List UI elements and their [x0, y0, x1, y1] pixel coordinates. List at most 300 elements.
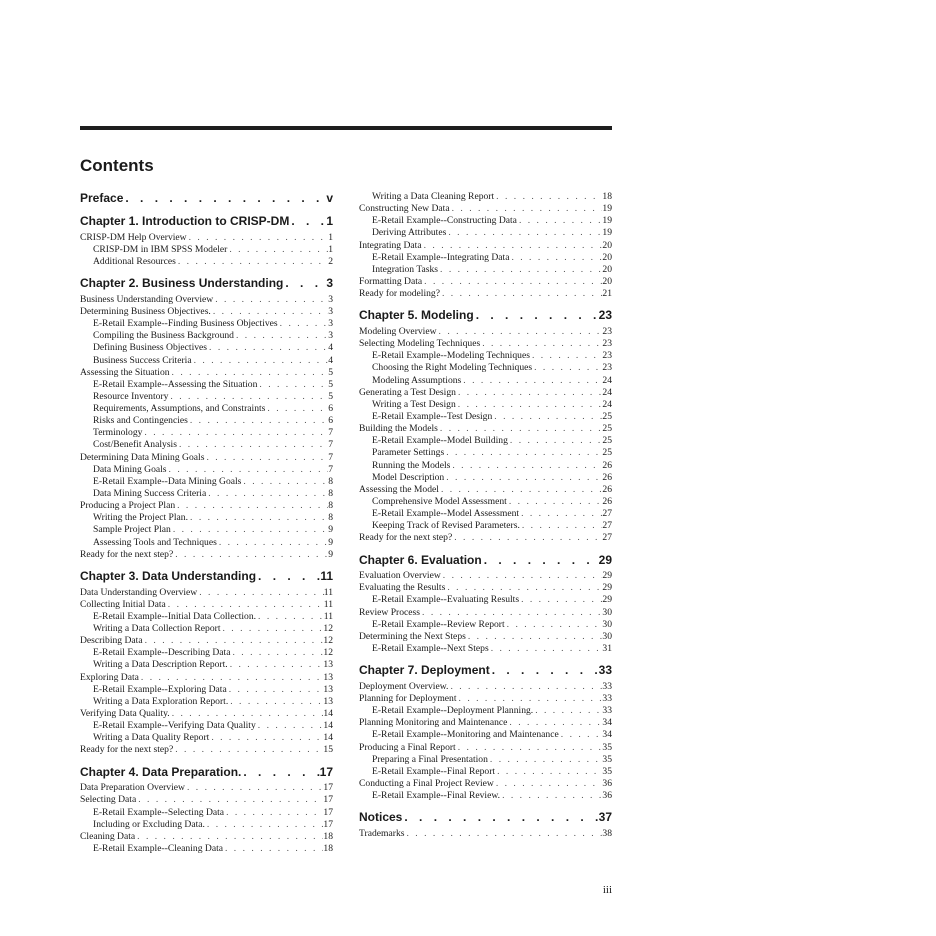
toc-entry-page: 17 — [323, 818, 333, 830]
toc-entry-page: 30 — [602, 630, 612, 642]
toc-entry-page: 35 — [602, 753, 612, 765]
toc-entry-title: Cost/Benefit Analysis — [93, 439, 177, 451]
toc-entry[interactable] — [359, 276, 612, 288]
toc-entry[interactable] — [359, 631, 612, 643]
toc-entry-title: Selecting Data — [80, 794, 137, 806]
dot-leader — [466, 631, 603, 643]
dot-leader — [136, 794, 323, 806]
dot-leader — [559, 729, 603, 741]
toc-entry-title: Trademarks — [359, 827, 405, 839]
toc-entry-title: Assessing the Situation — [80, 366, 170, 378]
toc-entry-title: Writing a Data Exploration Report. — [93, 695, 229, 707]
toc-entry[interactable] — [80, 549, 333, 561]
toc-entry-title: Producing a Final Report — [359, 741, 456, 753]
toc-entry[interactable] — [80, 647, 333, 659]
toc-entry-page: 5 — [328, 366, 333, 378]
toc-entry[interactable] — [359, 496, 612, 508]
toc-entry-page: 7 — [328, 451, 333, 463]
toc-chapter-entry[interactable] — [359, 553, 612, 568]
toc-entry-page: 11 — [320, 569, 333, 584]
toc-entry-title: E-Retail Example--Modeling Techniques — [372, 350, 530, 362]
toc-entry-title: Chapter 2. Business Understanding — [80, 276, 284, 291]
toc-entry[interactable] — [359, 520, 612, 532]
dot-leader — [444, 472, 602, 484]
dot-leader — [207, 342, 328, 354]
toc-entry-title: E-Retail Example--Assessing the Situation — [93, 378, 258, 390]
toc-entry-page: 37 — [598, 810, 612, 825]
toc-entry[interactable] — [80, 708, 333, 720]
toc-entry[interactable] — [80, 782, 333, 794]
dot-leader — [456, 742, 603, 754]
dot-leader — [438, 423, 603, 435]
toc-entry[interactable] — [359, 411, 612, 423]
toc-entry-page: 36 — [602, 777, 612, 789]
toc-entry[interactable] — [80, 659, 333, 671]
toc-entry[interactable] — [80, 512, 333, 524]
dot-leader — [256, 569, 320, 584]
dot-leader — [170, 708, 324, 720]
toc-entry[interactable] — [359, 828, 612, 840]
toc-entry-title: E-Retail Example--Next Steps — [372, 643, 489, 655]
toc-entry[interactable] — [80, 807, 333, 819]
toc-chapter-entry[interactable] — [80, 569, 333, 584]
toc-entry-page: 13 — [323, 659, 333, 671]
dot-leader — [488, 754, 603, 766]
dot-leader — [209, 732, 323, 744]
toc-entry[interactable] — [80, 244, 333, 256]
toc-entry-page: 11 — [323, 610, 333, 622]
dot-leader — [185, 782, 323, 794]
toc-entry[interactable] — [359, 705, 612, 717]
toc-entry-page: 35 — [602, 765, 612, 777]
page-title: Contents — [80, 156, 154, 175]
page-number: iii — [602, 884, 612, 896]
toc-entry[interactable] — [359, 570, 612, 582]
toc-chapter-entry[interactable] — [80, 214, 333, 229]
toc-entry-page: 29 — [602, 570, 612, 582]
toc-entry-title: Planning for Deployment — [359, 692, 457, 704]
dot-leader — [446, 227, 602, 239]
toc-entry-title: E-Retail Example--Selecting Data — [93, 806, 225, 818]
toc-entry-title: E-Retail Example--Data Mining Goals — [93, 475, 242, 487]
toc-entry[interactable] — [80, 819, 333, 831]
toc-entry-page: 13 — [323, 671, 333, 683]
toc-entry-title: Determining Business Objectives. — [80, 305, 211, 317]
dot-leader — [452, 532, 602, 544]
toc-entry-page: 18 — [323, 830, 333, 842]
toc-entry[interactable] — [359, 582, 612, 594]
toc-entry[interactable] — [80, 524, 333, 536]
toc-entry-page: 26 — [602, 471, 612, 483]
toc-entry[interactable] — [80, 367, 333, 379]
dot-leader — [213, 294, 328, 306]
toc-entry-page: 24 — [602, 398, 612, 410]
toc-entry[interactable] — [80, 427, 333, 439]
dot-leader — [170, 367, 329, 379]
toc-entry-title: Integrating Data — [359, 239, 422, 251]
toc-entry[interactable] — [359, 288, 612, 300]
toc-entry[interactable] — [80, 611, 333, 623]
dot-leader — [489, 643, 603, 655]
toc-entry-title: Writing a Data Description Report. — [93, 659, 228, 671]
toc-entry-title: E-Retail Example--Final Review. — [372, 790, 501, 802]
toc-entry[interactable] — [80, 732, 333, 744]
toc-entry-page: 5 — [328, 390, 333, 402]
toc-entry-title: Ready for the next step? — [80, 548, 174, 560]
dot-leader — [480, 338, 602, 350]
toc-entry[interactable] — [80, 537, 333, 549]
toc-entry[interactable] — [359, 387, 612, 399]
dot-leader — [142, 427, 328, 439]
toc-entry[interactable] — [359, 423, 612, 435]
toc-entry-title: E-Retail Example--Exploring Data — [93, 683, 227, 695]
toc-entry[interactable] — [80, 843, 333, 855]
toc-entry[interactable] — [359, 619, 612, 631]
dot-leader — [168, 391, 328, 403]
toc-entry[interactable] — [359, 607, 612, 619]
toc-entry-title: E-Retail Example--Model Building — [372, 435, 508, 447]
toc-entry-page: 26 — [602, 459, 612, 471]
toc-entry-page: 24 — [602, 386, 612, 398]
dot-leader — [171, 524, 328, 536]
toc-entry[interactable] — [80, 476, 333, 488]
toc-entry[interactable] — [80, 464, 333, 476]
dot-leader — [135, 831, 323, 843]
dot-leader — [532, 362, 602, 374]
toc-entry-page: 15 — [323, 744, 333, 756]
toc-entry-title: Building the Models — [359, 423, 438, 435]
dot-leader — [533, 705, 602, 717]
toc-entry-page: 3 — [328, 293, 333, 305]
toc-entry-page: 2 — [328, 255, 333, 267]
toc-entry[interactable] — [359, 338, 612, 350]
toc-entry[interactable] — [80, 330, 333, 342]
toc-entry[interactable] — [359, 362, 612, 374]
dot-leader — [474, 308, 599, 323]
toc-entry[interactable] — [359, 643, 612, 655]
dot-leader — [457, 693, 603, 705]
toc-entry-page: 25 — [602, 423, 612, 435]
toc-entry-title: Writing a Test Design — [372, 398, 456, 410]
toc-entry-title: Deployment Overview. — [359, 680, 449, 692]
toc-entry-page: 12 — [323, 623, 333, 634]
toc-entry-title: Additional Resources — [93, 255, 176, 267]
toc-entry[interactable] — [80, 256, 333, 268]
toc-entry[interactable] — [359, 240, 612, 252]
dot-leader — [143, 635, 324, 647]
toc-entry[interactable] — [80, 587, 333, 599]
toc-entry-page: 35 — [602, 741, 612, 753]
toc-entry-page: 33 — [602, 692, 612, 704]
dot-leader — [265, 403, 328, 415]
toc-entry[interactable] — [80, 403, 333, 415]
toc-entry-title: Notices — [359, 810, 403, 825]
toc-entry-page: 4 — [328, 342, 333, 354]
toc-entry[interactable] — [80, 232, 333, 244]
toc-entry[interactable] — [80, 439, 333, 451]
toc-entry-page: 29 — [602, 594, 612, 606]
toc-entry[interactable] — [80, 831, 333, 843]
toc-entry[interactable] — [359, 532, 612, 544]
toc-entry-page: 1 — [328, 231, 333, 243]
toc-entry-page: 27 — [602, 508, 612, 520]
toc-entry[interactable] — [80, 452, 333, 464]
toc-entry-page: 1 — [328, 243, 333, 255]
toc-entry-title: Choosing the Right Modeling Techniques — [372, 362, 533, 374]
toc-entry-page: 8 — [328, 500, 333, 512]
dot-leader — [492, 411, 602, 423]
toc-entry-title: Data Preparation Overview — [80, 782, 185, 794]
toc-entry-title: E-Retail Example--Cleaning Data — [93, 842, 223, 854]
toc-entry[interactable] — [359, 399, 612, 411]
dot-leader — [530, 350, 602, 362]
toc-entry-title: Keeping Track of Revised Parameters. — [372, 520, 520, 532]
toc-entry[interactable] — [80, 684, 333, 696]
toc-entry-page: 25 — [602, 435, 612, 447]
toc-column-right — [359, 191, 612, 840]
toc-chapter-entry[interactable] — [359, 810, 612, 825]
toc-entry[interactable] — [80, 488, 333, 500]
toc-entry[interactable] — [359, 693, 612, 705]
toc-entry-page: 30 — [602, 606, 612, 618]
toc-entry[interactable] — [80, 635, 333, 647]
dot-leader — [456, 387, 602, 399]
toc-entry-page: 23 — [602, 362, 612, 374]
toc-entry-title: Assessing Tools and Techniques — [93, 536, 217, 548]
toc-entry-title: E-Retail Example--Finding Business Objectives — [93, 318, 278, 330]
toc-entry[interactable] — [359, 264, 612, 276]
toc-entry-page: 14 — [323, 720, 333, 732]
toc-entry[interactable] — [80, 623, 333, 635]
toc-entry-title: Writing a Data Cleaning Report — [372, 191, 495, 202]
toc-entry[interactable] — [359, 766, 612, 778]
dot-leader — [437, 326, 603, 338]
toc-entry-title: Chapter 7. Deployment — [359, 663, 490, 678]
toc-entry[interactable] — [80, 318, 333, 330]
toc-entry[interactable] — [80, 294, 333, 306]
dot-leader — [167, 464, 329, 476]
toc-entry-title: Resource Inventory — [93, 390, 169, 402]
toc-entry[interactable] — [359, 252, 612, 264]
toc-entry-title: E-Retail Example--Initial Data Collection. — [93, 610, 257, 622]
toc-entry[interactable] — [80, 500, 333, 512]
toc-entry[interactable] — [359, 435, 612, 447]
toc-entry-title: Chapter 1. Introduction to CRISP-DM — [80, 214, 290, 229]
toc-entry-title: Ready for modeling? — [359, 288, 440, 300]
dot-leader — [241, 765, 319, 780]
toc-entry[interactable] — [80, 794, 333, 806]
toc-entry-title: Assessing the Model — [359, 483, 439, 495]
toc-entry-page: 26 — [602, 483, 612, 495]
toc-entry-page: 8 — [328, 488, 333, 500]
toc-entry-title: E-Retail Example--Evaluating Results — [372, 594, 520, 606]
toc-entry[interactable] — [359, 326, 612, 338]
dot-leader — [234, 330, 328, 342]
toc-entry-title: Preface — [80, 191, 124, 205]
toc-chapter-entry[interactable] — [359, 663, 612, 678]
toc-entry[interactable] — [359, 191, 612, 203]
dot-leader — [508, 435, 603, 447]
toc-entry-page: 6 — [328, 403, 333, 415]
dot-leader — [228, 696, 323, 708]
toc-entry-title: Risks and Contingencies — [93, 415, 188, 427]
toc-entry-page: 8 — [328, 475, 333, 487]
toc-entry-page: 17 — [323, 806, 333, 818]
toc-entry-title: Deriving Attributes — [372, 227, 447, 239]
dot-leader — [420, 607, 602, 619]
toc-entry-page: 19 — [602, 227, 612, 239]
toc-entry-title: Producing a Project Plan — [80, 500, 176, 512]
toc-entry[interactable] — [80, 342, 333, 354]
toc-entry-title: Constructing New Data — [359, 203, 450, 215]
toc-entry-page: 26 — [602, 495, 612, 507]
toc-entry[interactable] — [359, 227, 612, 239]
dot-leader — [227, 684, 324, 696]
toc-entry-page: 7 — [328, 463, 333, 475]
toc-entry-title: Describing Data — [80, 635, 143, 647]
toc-entry-title: E-Retail Example--Deployment Planning. — [372, 705, 534, 717]
toc-entry[interactable] — [359, 729, 612, 741]
toc-entry-page: 4 — [328, 354, 333, 366]
toc-entry[interactable] — [359, 742, 612, 754]
toc-entry[interactable] — [359, 375, 612, 387]
toc-entry[interactable] — [359, 778, 612, 790]
toc-entry-page: 11 — [323, 586, 333, 598]
toc-chapter-entry[interactable] — [80, 276, 333, 291]
dot-leader — [422, 276, 602, 288]
toc-entry[interactable] — [80, 379, 333, 391]
toc-column-left — [80, 191, 333, 855]
toc-entry-title: Exploring Data — [80, 671, 139, 683]
toc-entry-title: Writing the Project Plan. — [93, 512, 189, 524]
dot-leader — [507, 717, 602, 729]
toc-entry-title: Terminology — [93, 427, 143, 439]
dot-leader — [456, 399, 603, 411]
toc-entry-title: E-Retail Example--Monitoring and Maintenance — [372, 729, 559, 741]
toc-entry[interactable] — [359, 215, 612, 227]
dot-leader — [438, 264, 602, 276]
toc-entry-title: E-Retail Example--Test Design — [372, 410, 493, 422]
toc-entry-page: 14 — [323, 707, 333, 719]
toc-entry-page: 20 — [602, 251, 612, 263]
toc-entry-page: 7 — [328, 439, 333, 451]
toc-entry[interactable] — [80, 720, 333, 732]
toc-entry-title: Model Description — [372, 471, 445, 483]
toc-entry-page: 18 — [323, 842, 333, 854]
toc-chapter-entry[interactable] — [80, 765, 333, 780]
dot-leader — [177, 439, 328, 451]
toc-entry[interactable] — [359, 484, 612, 496]
toc-entry[interactable] — [80, 696, 333, 708]
toc-entry-page: 25 — [602, 410, 612, 422]
toc-entry-title: Including or Excluding Data. — [93, 818, 205, 830]
toc-entry-title: Formatting Data — [359, 275, 423, 287]
toc-entry-page: 13 — [323, 695, 333, 707]
dot-leader — [440, 288, 602, 300]
toc-entry-title: Chapter 4. Data Preparation. — [80, 764, 242, 779]
toc-entry-title: Modeling Assumptions — [372, 374, 462, 386]
toc-entry-title: Chapter 5. Modeling — [359, 308, 474, 323]
toc-entry[interactable] — [359, 447, 612, 459]
toc-chapter-entry[interactable] — [80, 191, 333, 206]
toc-entry[interactable] — [359, 754, 612, 766]
dot-leader — [450, 203, 603, 215]
dot-leader — [204, 452, 328, 464]
dot-leader — [197, 587, 324, 599]
dot-leader — [176, 256, 328, 268]
toc-entry-page: 11 — [323, 598, 333, 610]
toc-entry[interactable] — [359, 350, 612, 362]
toc-entry[interactable] — [359, 681, 612, 693]
toc-entry[interactable] — [359, 460, 612, 472]
toc-entry[interactable] — [359, 203, 612, 215]
toc-entry-page: 23 — [602, 325, 612, 337]
toc-entry-page: 27 — [602, 532, 612, 544]
toc-entry[interactable] — [359, 594, 612, 606]
toc-entry[interactable] — [80, 391, 333, 403]
toc-chapter-entry[interactable] — [359, 308, 612, 323]
toc-entry[interactable] — [80, 599, 333, 611]
dot-leader — [228, 659, 324, 671]
dot-leader — [139, 672, 324, 684]
toc-entry-page: 23 — [598, 308, 612, 323]
dot-leader — [175, 500, 328, 512]
dot-leader — [256, 720, 324, 732]
dot-leader — [211, 306, 328, 318]
toc-entry-title: Writing a Data Quality Report — [93, 732, 210, 744]
toc-entry-page: 9 — [328, 536, 333, 548]
toc-entry-page: 18 — [602, 191, 612, 202]
toc-entry[interactable] — [359, 472, 612, 484]
dot-leader — [256, 611, 324, 623]
toc-entry[interactable] — [359, 790, 612, 802]
toc-entry[interactable] — [80, 415, 333, 427]
toc-entry-page: 38 — [602, 827, 612, 839]
toc-entry-title: Defining Business Objectives — [93, 342, 208, 354]
toc-entry[interactable] — [80, 672, 333, 684]
toc-entry-page: 7 — [328, 427, 333, 439]
toc-entry-page: 3 — [326, 276, 333, 291]
dot-leader — [494, 191, 602, 203]
toc-entry-page: 17 — [319, 764, 333, 779]
toc-entry-page: 20 — [602, 275, 612, 287]
toc-entry-page: 34 — [602, 729, 612, 741]
toc-entry-page: 24 — [602, 374, 612, 386]
toc-entry[interactable] — [80, 306, 333, 318]
dot-leader — [227, 244, 328, 256]
dot-leader — [206, 488, 328, 500]
toc-entry-title: Business Success Criteria — [93, 354, 192, 366]
dot-leader — [402, 810, 598, 825]
toc-entry-title: E-Retail Example--Constructing Data — [372, 215, 517, 227]
toc-entry[interactable] — [80, 744, 333, 756]
toc-entry-title: Conducting a Final Project Review — [359, 777, 494, 789]
toc-entry-title: Parameter Settings — [372, 447, 445, 459]
toc-entry-title: E-Retail Example--Describing Data — [93, 647, 231, 659]
dot-leader — [494, 778, 603, 790]
dot-leader — [173, 744, 323, 756]
toc-entry-title: CRISP-DM Help Overview — [80, 231, 187, 243]
toc-entry[interactable] — [359, 717, 612, 729]
toc-entry[interactable] — [80, 355, 333, 367]
toc-entry[interactable] — [359, 508, 612, 520]
dot-leader — [188, 415, 328, 427]
toc-entry-title: Collecting Initial Data — [80, 598, 166, 610]
dot-leader — [283, 276, 326, 291]
toc-entry-page: 25 — [602, 447, 612, 459]
dot-leader — [223, 843, 323, 855]
toc-entry-page: 17 — [323, 794, 333, 806]
